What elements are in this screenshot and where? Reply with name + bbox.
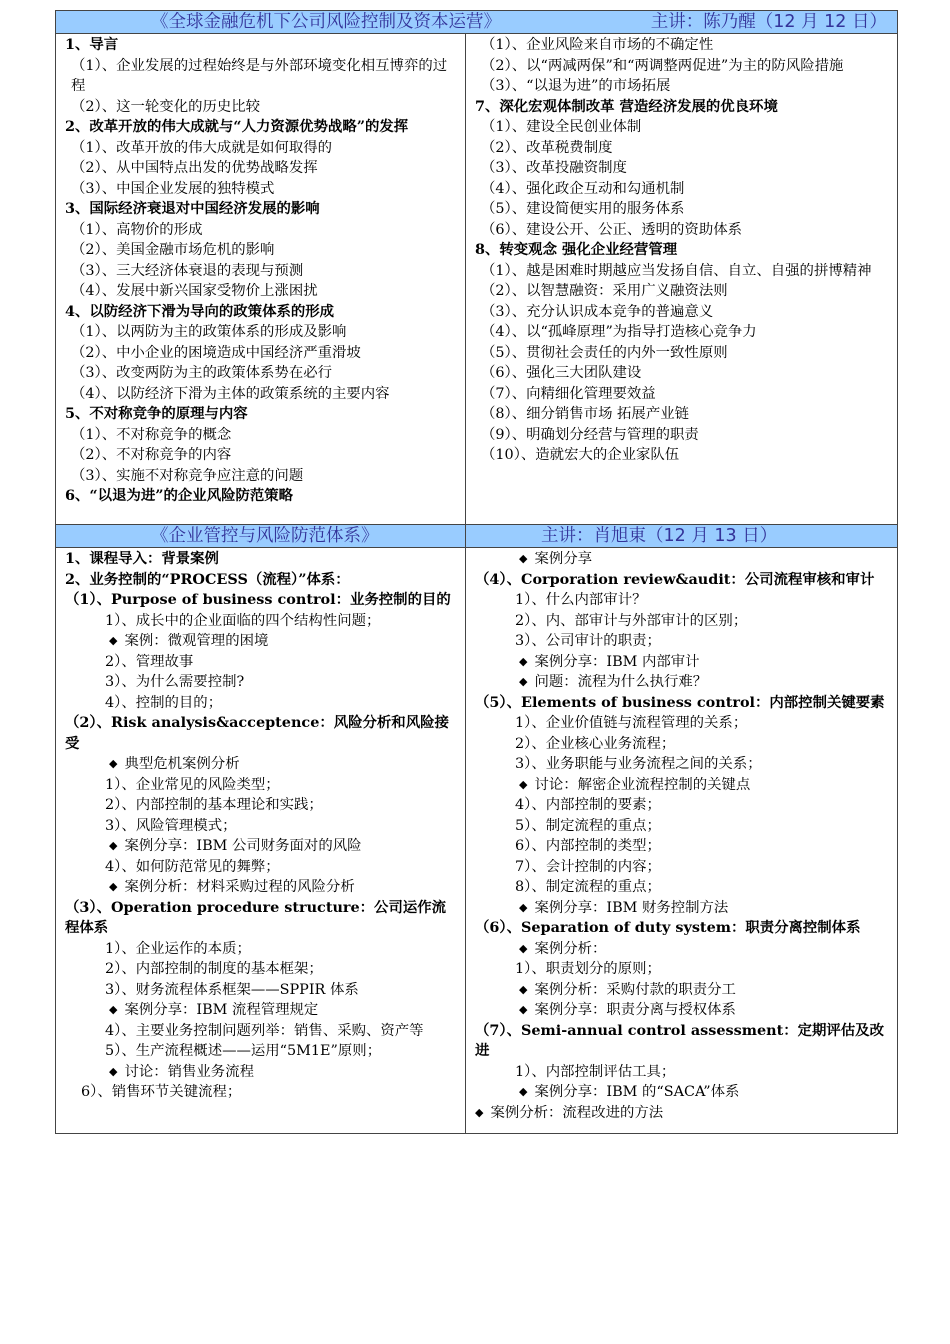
outline-item: 7）、会计控制的内容；	[515, 858, 661, 875]
outline-item: 1）、内部控制评估工具；	[515, 1063, 676, 1080]
bullet-item: ◆ 案例分享：IBM 内部审计	[475, 652, 892, 673]
outline-item: （2）、从中国特点出发的优势战略发挥	[71, 160, 318, 176]
outline-item: 1）、企业运作的本质；	[105, 940, 251, 957]
course2-speaker-cell	[466, 525, 898, 548]
outline-item: 4）、内部控制的要素；	[515, 797, 661, 813]
course2-speaker: 主讲：肖旭東（12 月 13 日）	[541, 526, 778, 546]
outline-heading: 2、改革开放的伟大成就与“人力资源优势战略”的发挥	[65, 118, 409, 135]
bullet-item: ◆ 案例分享：IBM 的“SACA”体系	[475, 1082, 892, 1103]
outline-item: （2）、不对称竞争的内容	[71, 447, 232, 463]
outline-item: （1）、越是困难时期越应当发扬自信、自立、自强的拼博精神	[481, 262, 872, 279]
outline-item: （1）、企业风险来自市场的不确定性	[481, 37, 714, 53]
outline-heading: （7）、Semi-annual control assessment：定期评估及改进	[475, 1021, 884, 1059]
course2-header-row	[56, 525, 898, 548]
course1-speaker: 主讲：陈乃醒（12 月 12 日）	[650, 12, 888, 32]
outline-item: （3）、改变两防为主的政策体系势在必行	[71, 365, 332, 381]
outline-heading: （2）、Risk analysis&acceptence：风险分析和风险接受	[65, 714, 449, 752]
course1-body-row	[56, 34, 898, 525]
outline-item: （1）、以两防为主的政策体系的形成及影响	[71, 324, 347, 340]
bullet-item: ◆ 案例分析：	[475, 939, 892, 960]
outline-item: （5）、贯彻社会责任的内外一致性原则	[481, 344, 728, 361]
outline-item: （3）、三大经济体衰退的表现与预测	[71, 262, 304, 279]
course2-body-row	[56, 548, 898, 1134]
outline-heading: （3）、Operation procedure structure：公司运作流程体系	[65, 898, 447, 936]
outline-item: （2）、这一轮变化的历史比较	[71, 98, 261, 115]
bullet-item: ◆ 案例分享：IBM 公司财务面对的风险	[65, 836, 460, 857]
bullet-item: ◆ 案例分享	[475, 549, 892, 570]
outline-item: 1）、企业常见的风险类型；	[105, 776, 280, 793]
outline-item: （1）、高物价的形成	[71, 221, 203, 238]
outline-heading: （1）、Purpose of business control：业务控制的目的	[65, 591, 451, 608]
outline-item: （3）、中国企业发展的独特模式	[71, 180, 275, 197]
outline-item: 2）、企业核心业务流程；	[515, 735, 676, 752]
bullet-item: ◆ 讨论：解密企业流程控制的关键点	[475, 775, 892, 796]
outline-item: 4）、如何防范常见的舞弊；	[105, 858, 280, 875]
outline-heading: 4、以防经济下滑为导向的政策体系的形成	[65, 302, 335, 320]
course-table	[55, 10, 898, 1134]
outline-item: （6）、强化三大团队建设	[481, 365, 642, 381]
outline-item: （8）、细分销售市场 拓展产业链	[481, 406, 689, 422]
outline-item: 1）、什么内部审计？	[515, 592, 647, 608]
bullet-item: ◆ 案例分析：材料采购过程的风险分析	[65, 877, 460, 898]
outline-item: 3）、业务职能与业务流程之间的关系；	[515, 756, 762, 772]
bullet-item: ◆ 案例分享：职责分离与授权体系	[475, 1000, 892, 1021]
bullet-item: ◆ 讨论：销售业务流程	[65, 1062, 460, 1083]
course2-left-column	[56, 548, 466, 1134]
outline-heading: （4）、Corporation review&audit：公司流程审核和审计	[475, 570, 875, 588]
outline-item: 4）、控制的目的；	[105, 694, 223, 711]
course2-title-cell	[56, 525, 466, 548]
course2-right-column	[466, 548, 898, 1134]
bullet-item: ◆ 案例分析：流程改进的方法	[475, 1103, 892, 1124]
outline-item: 2）、内、部审计与外部审计的区别；	[515, 612, 748, 629]
outline-heading: （5）、Elements of business control：内部控制关键要素	[475, 693, 885, 711]
outline-item: （1）、改革开放的伟大成就是如何取得的	[71, 139, 332, 156]
outline-item: （4）、发展中新兴国家受物价上涨困扰	[71, 283, 318, 299]
outline-item: 1）、职责划分的原则；	[515, 961, 661, 977]
outline-item: （3）、实施不对称竞争应注意的问题	[71, 467, 304, 484]
bullet-item: ◆ 案例分享：IBM 流程管理规定	[65, 1000, 460, 1021]
bullet-item: ◆ 案例分享：IBM 财务控制方法	[475, 898, 892, 919]
outline-item: （3）、充分认识成本竞争的普遍意义	[481, 303, 714, 320]
outline-item: （1）、不对称竞争的概念	[71, 426, 232, 443]
outline-item: （1）、企业发展的过程始终是与外部环境变化相互博弈的过程	[71, 57, 448, 94]
course1-header-row	[56, 11, 898, 34]
outline-item: 2）、内部控制的基本理论和实践；	[105, 797, 323, 813]
course-outline-page	[55, 10, 897, 1147]
outline-item: （2）、美国金融市场危机的影响	[71, 242, 275, 258]
outline-item: （2）、以“两减两保”和“两调整两促进”为主的防风险措施	[481, 57, 844, 74]
outline-item: （9）、明确划分经营与管理的职责	[481, 426, 699, 443]
outline-item: 3）、公司审计的职责；	[515, 633, 661, 649]
outline-item: 6）、销售环节关键流程；	[81, 1084, 242, 1100]
outline-item: （4）、以防经济下滑为主体的政策系统的主要内容	[71, 385, 390, 402]
outline-item: 6）、内部控制的类型；	[515, 838, 661, 854]
outline-item: 5）、制定流程的重点；	[515, 817, 661, 834]
outline-item: 2）、管理故事	[105, 653, 194, 670]
outline-item: （1）、建设全民创业体制	[481, 119, 642, 135]
course2-title: 《企业管控与风险防范体系》	[151, 526, 379, 546]
outline-heading: 1、导言	[65, 36, 119, 53]
outline-item: （3）、改革投融资制度	[481, 160, 627, 176]
outline-item: 1）、企业价值链与流程管理的关系；	[515, 715, 748, 731]
outline-item: 5）、生产流程概述——运用“5M1E”原则；	[105, 1043, 382, 1059]
outline-item: （4）、强化政企互动和勾通机制	[481, 180, 685, 197]
outline-item: （10）、造就宏大的企业家队伍	[481, 447, 680, 463]
outline-heading: 2、业务控制的“PROCESS（流程）”体系：	[65, 570, 350, 588]
outline-item: 3）、财务流程体系框架——SPPIR 体系	[105, 981, 359, 998]
outline-item: 8）、制定流程的重点；	[515, 879, 661, 895]
outline-item: 2）、内部控制的制度的基本框架；	[105, 961, 323, 977]
outline-item: 3）、为什么需要控制?	[105, 674, 245, 690]
bullet-item: ◆ 案例分析：采购付款的职责分工	[475, 980, 892, 1001]
outline-heading: 3、国际经济衰退对中国经济发展的影响	[65, 200, 320, 217]
bullet-item: ◆ 问题：流程为什么执行难？	[475, 672, 892, 693]
course1-title: 《全球金融危机下公司风险控制及资本运营》	[151, 12, 501, 32]
course1-header	[56, 11, 898, 34]
outline-heading: 1、课程导入：背景案例	[65, 550, 219, 567]
outline-item: （4）、以“孤峰原理”为指导打造核心竞争力	[481, 324, 757, 340]
outline-item: 3）、风险管理模式；	[105, 817, 237, 834]
outline-heading: 8、转变观念 强化企业经营管理	[475, 241, 678, 258]
outline-heading: 7、深化宏观体制改革 营造经济发展的优良环境	[475, 97, 778, 115]
outline-item: （3）、“以退为进”的市场拓展	[481, 78, 671, 94]
outline-item: （6）、建设公开、公正、透明的资助体系	[481, 221, 742, 238]
outline-item: 4）、主要业务控制问题列举：销售、采购、资产等	[105, 1022, 424, 1039]
outline-heading: （6）、Separation of duty system：职责分离控制体系	[475, 919, 861, 936]
outline-item: 1）、成长中的企业面临的四个结构性问题；	[105, 612, 381, 629]
outline-item: （5）、建设简便实用的服务体系	[481, 201, 685, 217]
course1-right-column	[466, 34, 898, 525]
outline-heading: 5、不对称竞争的原理与内容	[65, 405, 248, 422]
outline-item: （7）、向精细化管理要效益	[481, 385, 656, 402]
course1-left-column	[56, 34, 466, 525]
outline-heading: 6、“以退为进”的企业风险防范策略	[65, 487, 294, 504]
outline-item: （2）、改革税费制度	[481, 139, 613, 156]
outline-item: （2）、以智慧融资：采用广义融资法则	[481, 283, 728, 299]
bullet-item: ◆ 典型危机案例分析	[65, 754, 460, 775]
outline-item: （2）、中小企业的困境造成中国经济严重滑坡	[71, 344, 361, 361]
bullet-item: ◆ 案例：微观管理的困境	[65, 631, 460, 652]
